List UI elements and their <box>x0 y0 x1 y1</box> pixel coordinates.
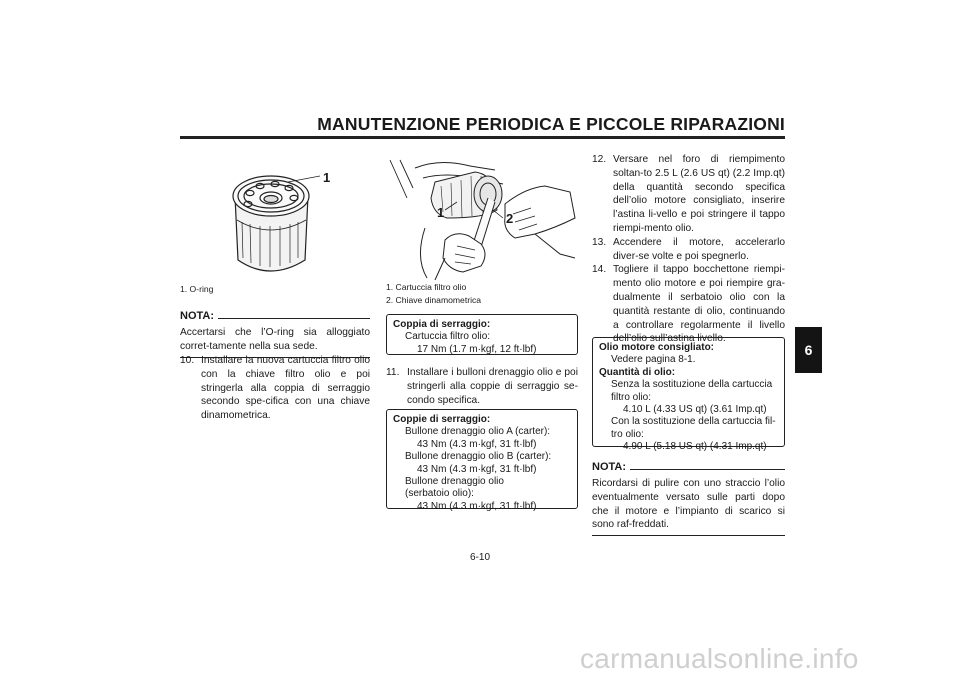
torque-box-1-item: Cartuccia filtro olio: <box>405 331 491 343</box>
note2-heading-rule <box>630 469 785 470</box>
page-title: MANUTENZIONE PERIODICA E PICCOLE RIPARAZIONI <box>317 114 785 134</box>
note2-heading: NOTA: <box>592 461 627 473</box>
oil-box <box>592 337 785 453</box>
torque-box-2-heading: Coppie di serraggio: <box>393 414 491 425</box>
torque-box-2-label-c: Bullone drenaggio olio (serbatoio olio): <box>405 476 504 500</box>
torque-wrench-illustration <box>385 158 580 280</box>
figure1-callout: 1 <box>323 170 331 185</box>
note1 <box>180 310 370 358</box>
step-number: 14. <box>592 264 607 276</box>
torque-box-2-value-c: 43 Nm (4.3 m·kgf, 31 ft·lbf) <box>417 500 537 512</box>
torque-box-2-label-b: Bullone drenaggio olio B (carter): <box>405 451 552 463</box>
note1-heading-rule <box>218 318 370 319</box>
figure2-callout-2: 2 <box>506 211 514 226</box>
note2-heading-row <box>592 461 785 473</box>
chapter-tab[interactable]: 6 <box>795 327 822 373</box>
note2-text: Ricordarsi di pulire con uno straccio l’olio eventualmente versato sulle parti dopo che il motore e l’impianto di scarico si sono raf-freddati. <box>592 478 785 531</box>
note1-heading: NOTA: <box>180 310 215 322</box>
torque-box-2 <box>386 409 578 512</box>
note1-heading-row <box>180 310 370 322</box>
torque-box-1 <box>386 314 578 355</box>
figure2-caption-1: 1. Cartuccia filtro olio <box>386 282 467 292</box>
note2-end-rule <box>592 535 785 536</box>
step-text: Versare nel foro di riempimento soltan-to 2.5 L (2.6 US qt) (2.2 Imp.qt) della quantità secondo specifica dell’olio motore consigliato, inserire l’astina li-vello e poi stringere il tappo riempi-mento olio. <box>613 154 785 234</box>
step-number: 12. <box>592 154 607 165</box>
torque-box-1-value: 17 Nm (1.7 m·kgf, 12 ft·lbf) <box>417 343 537 355</box>
step-text: Installare i bulloni drenaggio olio e poi stringerli alla coppie di serraggio se-condo specifica. <box>407 367 578 406</box>
watermark: carmanualsonline.info <box>580 643 859 674</box>
right-steps <box>592 153 785 346</box>
step-text: Accendere il motore, accelerarlo diver-se volte e poi spegnerlo. <box>613 236 785 262</box>
step-text: Installare la nuova cartuccia filtro olio con la chiave filtro olio e poi stringerla alla coppia di serraggio secondo spe-cifica con una chiave dinamometrica. <box>201 355 370 422</box>
step-text: Togliere il tappo bocchettone riempi-mento olio motore e poi riempire gra-dualmente il serbatoio olio con la quantità restante di olio, continuando a controllare regolarmente il livello dell’olio sull’astina livello. <box>613 264 785 345</box>
torque-box-2-value-a: 43 Nm (4.3 m·kgf, 31 ft·lbf) <box>417 438 537 450</box>
oil-box-heading-2: Quantità di olio: <box>599 366 676 378</box>
step-13 <box>592 236 785 264</box>
step-number: 10. <box>180 355 195 366</box>
torque-box-2-label-a: Bullone drenaggio olio A (carter): <box>405 426 551 438</box>
step-number: 13. <box>592 236 607 248</box>
torque-box-2-value-b: 43 Nm (4.3 m·kgf, 31 ft·lbf) <box>417 463 537 475</box>
note2 <box>592 461 785 536</box>
figure2-callout-1: 1 <box>437 205 445 220</box>
step-11 <box>386 366 578 407</box>
figure1-caption: 1. O-ring <box>180 284 214 294</box>
oil-box-heading-1: Olio motore consigliato: <box>599 342 715 353</box>
oil-filter-illustration <box>210 160 360 280</box>
figure2-caption-2: 2. Chiave dinamometrica <box>386 295 482 305</box>
header-rule <box>180 136 785 139</box>
oil-box-line-1: Vedere pagina 8-1. <box>611 354 696 366</box>
step-14 <box>592 263 785 346</box>
step-number: 11. <box>386 367 400 378</box>
oil-box-value-b: 4.90 L (5.18 US qt) (4.31 Imp.qt) <box>623 441 767 453</box>
step-12 <box>592 153 785 236</box>
step-10 <box>180 354 370 423</box>
oil-box-value-a: 4.10 L (4.33 US qt) (3.61 Imp.qt) <box>623 404 767 416</box>
oil-box-label-a: Senza la sostituzione della cartuccia filtro olio: <box>611 379 773 403</box>
oil-box-label-b: Con la sostituzione della cartuccia fil-tro olio: <box>611 416 776 440</box>
note1-text: Accertarsi che l’O-ring sia alloggiato corret-tamente nella sua sede. <box>180 327 370 352</box>
page-number: 6-10 <box>469 552 490 563</box>
torque-box-1-heading: Coppia di serraggio: <box>393 319 491 330</box>
